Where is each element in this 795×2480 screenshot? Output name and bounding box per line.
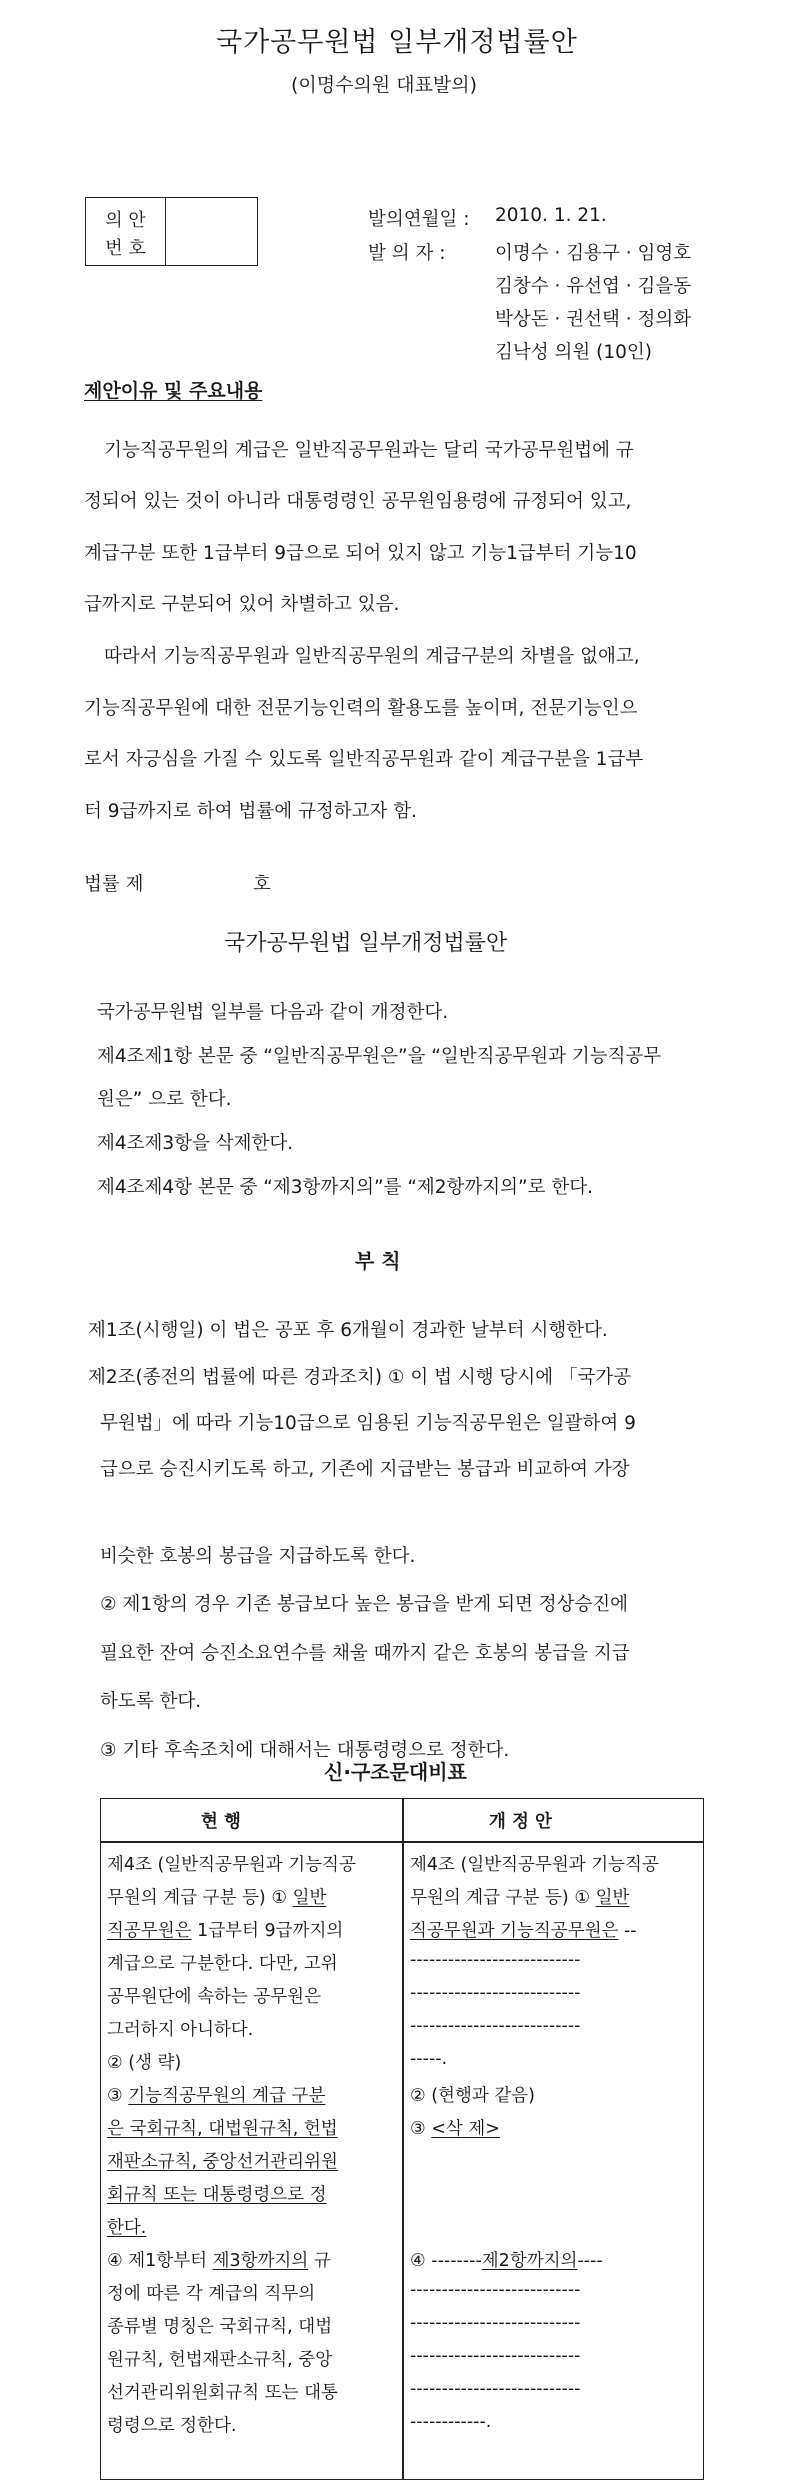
amend-text-segment: ---- [577,2251,603,2271]
addenda-article-2-line: ③ 기타 후속조치에 대해서는 대통령령으로 정한다. [100,1740,510,1761]
current-text-line: 계급으로 구분한다. 다만, 고위 [107,1954,338,1974]
current-text-line: 그러하지 아니하다. [107,2020,254,2040]
amend-text-segment: ④ -------- [410,2251,482,2271]
date-value: 2010. 1. 21. [495,205,607,226]
addenda-article-2-line: ② 제1항의 경우 기존 봉급보다 높은 봉급을 받게 되면 정상승진에 [100,1594,629,1615]
amend-line: 제4조제1항 본문 중 “일반직공무원은”을 “일반직공무원과 기능직공무 [97,1046,662,1067]
table-column-divider [402,1799,404,2479]
current-text-line [107,2082,325,2107]
amend-text-line: --------------------------- [410,1950,581,1970]
amend-text-line: --------------------------- [410,1983,581,2003]
amend-line: 원은” 으로 한다. [97,1089,232,1110]
law-number-label: 법률 제 [84,874,144,895]
bill-box-label-2: 번 호 [105,238,146,259]
amend-text-line [410,2247,603,2272]
proposer-line: 김창수 · 유선엽 · 김을동 [495,276,692,297]
current-text-segment: 무원의 계급 구분 등) ① [107,1888,293,1908]
addenda-article-1: 제1조(시행일) 이 법은 공포 후 6개월이 경과한 날부터 시행한다. [88,1320,608,1341]
column-header-current: 현 행 [201,1812,241,1832]
current-text-line [107,2247,331,2272]
amend-text-segment: -- [618,1921,637,1941]
reason-line: 계급구분 또한 1급부터 9급으로 되어 있지 않고 기능1급부터 기능10 [84,543,637,564]
current-text-line: 령령으로 정한다. [107,2416,237,2436]
addenda-heading: 부 칙 [355,1249,401,1273]
amend-text-line: ② (현행과 같음) [410,2086,535,2106]
current-text-line: 종류별 명칭은 국회규칙, 대법 [107,2317,333,2337]
reason-line: 터 9급까지로 하여 법률에 규정하고자 함. [84,801,417,822]
current-text-line: 회규칙 또는 대통령령으로 정 [107,2185,327,2205]
amend-text-line [410,1917,637,1942]
current-text-line: 재판소규칙, 중앙선거관리위원 [107,2152,338,2172]
current-text-line: 제4조 (일반직공무원과 기능직공 [107,1855,356,1875]
amend-line: 제4조제3항을 삭제한다. [97,1133,294,1154]
current-text-segment: 규 [308,2251,331,2271]
amend-text-line: --------------------------- [410,2016,581,2036]
addenda-article-2-line: 제2조(종전의 법률에 따른 경과조치) ① 이 법 시행 당시에 「국가공 [88,1367,632,1388]
current-text-line: 원규칙, 헌법재판소규칙, 중앙 [107,2350,333,2370]
law-number-suffix: 호 [253,874,271,895]
current-underlined-segment: 기능직공무원의 계급 구분 [128,2086,326,2106]
table-header-divider [101,1841,703,1843]
amend-text-line: --------------------------- [410,2313,581,2333]
amend-underlined-segment: 직공무원과 기능직공무원은 [410,1921,619,1941]
current-underlined-segment: 일반 [292,1888,327,1908]
current-text-line: 선거관리위원회규칙 또는 대통 [107,2383,338,2403]
column-header-amendment: 개 정 안 [489,1812,552,1832]
comparison-heading: 신·구조문대비표 [324,1760,467,1784]
current-text-segment: 1급부터 9급까지의 [191,1921,344,1941]
addenda-article-2-line: 하도록 한다. [100,1691,202,1712]
current-text-line: 공무원단에 속하는 공무원은 [107,1987,321,2007]
reason-line: 기능직공무원의 계급은 일반직공무원과는 달리 국가공무원법에 규 [104,440,634,461]
amend-text-line [410,1884,629,1909]
proposer-label: 발 의 자 : [368,243,446,264]
current-text-segment: ③ [107,2086,129,2106]
current-underlined-segment: 직공무원은 [107,1921,192,1941]
proposer-line: 박상돈 · 권선택 · 정의화 [495,309,692,330]
current-text-line [107,1884,326,1909]
amend-text-segment: 무원의 계급 구분 등) ① [410,1888,596,1908]
reason-line: 로서 자긍심을 가질 수 있도록 일반직공무원과 같이 계급구분을 1급부 [84,749,644,770]
amend-text-line: --------------------------- [410,2280,581,2300]
current-text-line: 은 국회규칙, 대법원규칙, 헌법 [107,2119,338,2139]
amend-text-line: --------------------------- [410,2346,581,2366]
amend-line: 제4조제4항 본문 중 “제3항까지의”를 “제2항까지의”로 한다. [97,1177,593,1198]
bill-title: 국가공무원법 일부개정법률안 [216,27,578,58]
current-text-line [107,1917,343,1942]
proposer-line: 이명수 · 김용구 · 임영호 [495,243,692,264]
bill-body-title: 국가공무원법 일부개정법률안 [224,931,508,956]
reason-line: 기능직공무원에 대한 전문기능인력의 활용도를 높이며, 전문기능인으 [84,698,638,719]
date-label: 발의연월일 : [368,209,470,230]
bill-number-box [85,197,258,266]
amend-underlined-segment: <삭 제> [431,2119,500,2139]
current-text-line: ② (생 략) [107,2053,182,2073]
current-underlined-segment: 제3항까지의 [212,2251,309,2271]
amend-text-line: --------------------------- [410,2379,581,2399]
addenda-article-2-line: 필요한 잔여 승진소요연수를 채울 때까지 같은 호봉의 봉급을 지급 [100,1643,630,1664]
current-text-segment: ④ 제1항부터 [107,2251,213,2271]
reason-line: 급까지로 구분되어 있어 차별하고 있음. [84,594,400,615]
reason-line: 정되어 있는 것이 아니라 대통령령인 공무원임용령에 규정되어 있고, [84,491,632,512]
amend-text-segment: ③ [410,2119,432,2139]
addenda-article-2-line: 급으로 승진시키도록 하고, 기존에 지급받는 봉급과 비교하여 가장 [100,1459,630,1480]
proposer-line: 김낙성 의원 (10인) [495,342,652,363]
current-text-line: 정에 따른 각 계급의 직무의 [107,2284,316,2304]
amend-text-line: ------------. [410,2412,492,2432]
bill-box-label-1: 의 안 [105,210,146,231]
amend-line: 국가공무원법 일부를 다음과 같이 개정한다. [97,1002,449,1023]
reason-line: 따라서 기능직공무원과 일반직공무원의 계급구분의 차별을 없애고, [104,646,640,667]
amend-text-line: 제4조 (일반직공무원과 기능직공 [410,1855,659,1875]
amend-text-line: -----. [410,2049,448,2069]
amend-text-line [410,2115,500,2140]
bill-subtitle: (이명수의원 대표발의) [291,74,478,96]
comparison-table [100,1798,704,2480]
addenda-article-2-line: 비슷한 호봉의 봉급을 지급하도록 한다. [100,1546,416,1567]
amend-underlined-segment: 일반 [595,1888,630,1908]
reason-heading: 제안이유 및 주요내용 [84,380,263,402]
current-text-line: 한다. [107,2218,147,2238]
addenda-article-2-line: 무원법」에 따라 기능10급으로 임용된 기능직공무원은 일괄하여 9 [100,1413,636,1434]
amend-underlined-segment: 제2항까지의 [481,2251,578,2271]
